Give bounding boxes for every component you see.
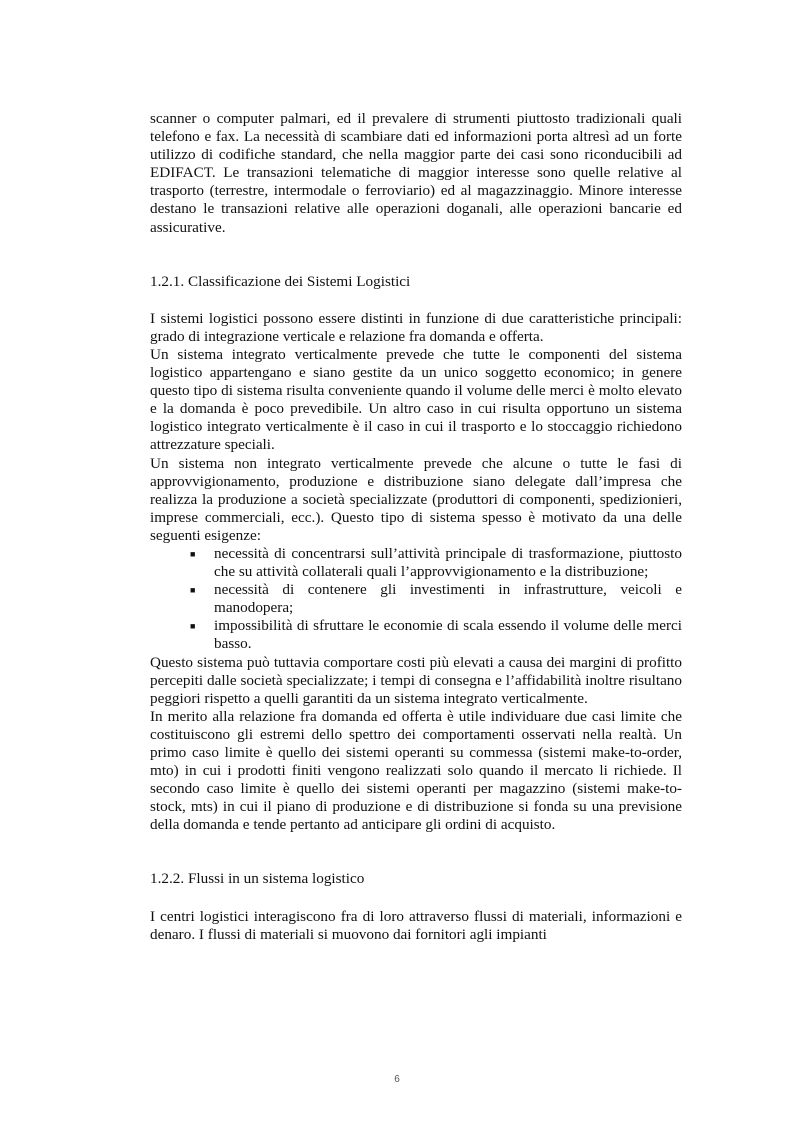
spacer	[150, 291, 682, 310]
list-item-text: necessità di contenere gli investimenti in infrastrutture, veicoli e manodopera;	[214, 581, 682, 617]
square-bullet-icon: ■	[190, 585, 196, 596]
list-item-text: necessità di concentrarsi sull’attività principale di trasformazione, piuttosto che su attività collaterali quali l’approvvigionamento e la distribuzione;	[214, 544, 682, 581]
section-title-classificazione: 1.2.1. Classificazione dei Sistemi Logistici	[150, 272, 411, 290]
document-page	[150, 110, 682, 944]
list-item	[190, 581, 682, 617]
paragraph: Un sistema non integrato verticalmente prevede che alcune o tutte le fasi di approvvigionamento, produzione e distribuzione siano delegate dall’impresa che realizza la produzione a società specializzate (produttori di componenti, spedizionieri, imprese commerciali, ecc.). Questo tipo di sistema spesso è motivato da una delle seguenti esigenze:	[150, 454, 682, 544]
paragraph: I centri logistici interagiscono fra di loro attraverso flussi di materiali, informazioni e denaro. I flussi di materiali si muovono dai fornitori agli impianti	[150, 907, 682, 943]
square-bullet-icon: ■	[190, 548, 196, 559]
intro-paragraph: scanner o computer palmari, ed il prevalere di strumenti piuttosto tradizionali quali telefono e fax. La necessità di scambiare dati ed informazioni porta altresì ad un forte utilizzo di codifiche standard, che nella maggior parte dei casi sono riconducibili ad EDIFACT. Le transazioni telematiche di maggior interesse sono quelle relative al trasporto (terrestre, intermodale o ferroviario) ed al magazzinaggio. Minore interesse destano le transazioni relative alle operazioni doganali, alle operazioni bancarie ed assicurative.	[150, 110, 682, 236]
page-number: 6	[394, 1074, 400, 1085]
paragraph: In merito alla relazione fra domanda ed offerta è utile individuare due casi limite che costituiscono gli estremi dello spettro dei comportamenti osservati nella realtà. Un primo caso limite è quello dei sistemi operanti su commessa (sistemi make-to-order, mto) in cui i prodotti finiti vengono realizzati solo quando il mercato li richiede. Il secondo caso limite è quello dei sistemi operanti per magazzino (sistemi make-to-stock, mts) in cui il piano di produzione e di distribuzione si fonda su una previsione della domanda e tende pertanto ad anticipare gli ordini di acquisto.	[150, 707, 682, 834]
section-title-flussi: 1.2.2. Flussi in un sistema logistico	[150, 870, 365, 888]
paragraph: Un sistema integrato verticalmente prevede che tutte le componenti del sistema logistico appartengano e siano gestite da un unico soggetto economico; in genere questo tipo di sistema risulta conveniente quando il volume delle merci è molto elevato e la domanda è poco prevedibile. Un altro caso in cui risulta opportuno un sistema logistico integrato verticalmente è il caso in cui il trasporto e lo stoccaggio richiedono attrezzature speciali.	[150, 345, 682, 454]
spacer	[150, 237, 682, 273]
list-item	[190, 617, 682, 653]
square-bullet-icon: ■	[190, 621, 196, 632]
list-item	[190, 544, 682, 581]
paragraph: I sistemi logistici possono essere distinti in funzione di due caratteristiche principali: grado di integrazione verticale e relazione fra domanda e offerta.	[150, 309, 682, 345]
bullet-list	[150, 545, 682, 654]
spacer	[150, 834, 682, 870]
spacer	[150, 889, 682, 908]
list-item-text: impossibilità di sfruttare le economie di scala essendo il volume delle merci basso.	[214, 617, 682, 653]
paragraph: Questo sistema può tuttavia comportare costi più elevati a causa dei margini di profitto percepiti dalle società specializzate; i tempi di consegna e l’affidabilità inoltre risultano peggiori rispetto a quelli garantiti da un sistema integrato verticalmente.	[150, 653, 682, 707]
